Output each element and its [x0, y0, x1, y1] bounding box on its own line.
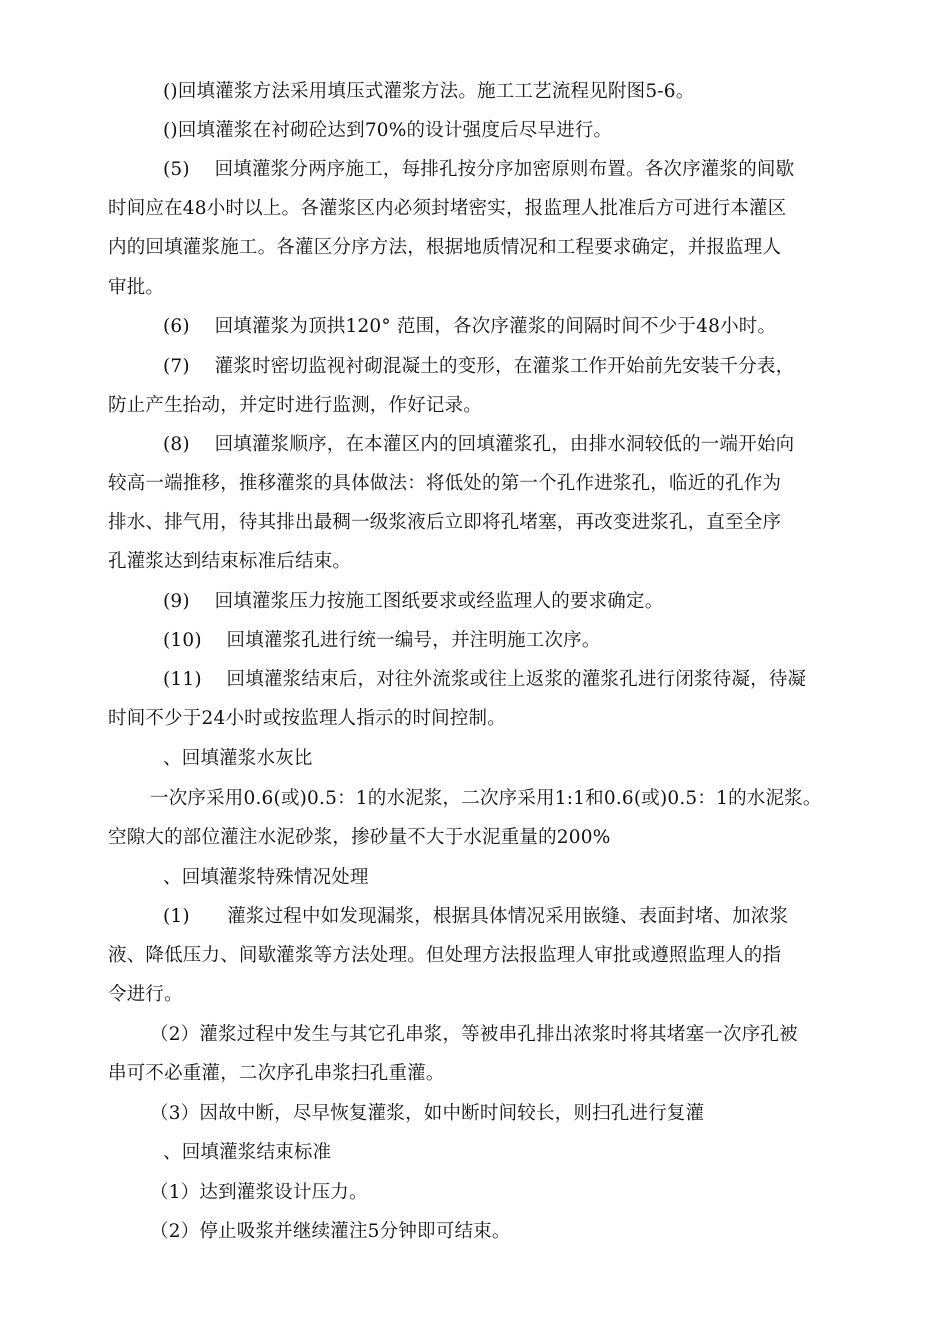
- text-line: ()回填灌浆在衬砌砼达到70%的设计强度后尽早进行。: [163, 120, 613, 141]
- text-line: (8) 回填灌浆顺序，在本灌区内的回填灌浆孔，由排水洞较低的一端开始向: [163, 434, 795, 455]
- text-line: 液、降低压力、间歇灌浆等方法处理。但处理方法报监理人审批或遵照监理人的指: [108, 945, 782, 966]
- text-line: ()回填灌浆方法采用填压式灌浆方法。施工工艺流程见附图5-6。: [163, 81, 695, 102]
- section-heading: 、回填灌浆结束标准: [163, 1142, 332, 1163]
- text-line: (11) 回填灌浆结束后，对往外流浆或往上返浆的灌浆孔进行闭浆待凝，待凝: [163, 669, 807, 690]
- text-line: （2）停止吸浆并继续灌注5分钟即可结束。: [150, 1221, 511, 1242]
- text-line: 一次序采用0.6(或)0.5：1的水泥浆，二次序采用1:1和0.6(或)0.5：1的水泥浆。: [150, 788, 822, 809]
- text-line: 时间应在48小时以上。各灌浆区内必须封堵密实，报监理人批准后方可进行本灌区: [108, 198, 787, 219]
- text-line: (6) 回填灌浆为顶拱120° 范围，各次序灌浆的间隔时间不少于48小时。: [163, 316, 777, 337]
- text-line: (10) 回填灌浆孔进行统一编号，并注明施工次序。: [163, 630, 601, 651]
- text-line: 孔灌浆达到结束标准后结束。: [108, 551, 352, 572]
- section-heading: 、回填灌浆水灰比: [163, 748, 313, 769]
- text-line: 串可不必重灌，二次序孔串浆扫孔重灌。: [108, 1063, 445, 1084]
- text-line: （3）因故中断，尽早恢复灌浆，如中断时间较长，则扫孔进行复灌: [150, 1103, 705, 1124]
- text-line: (7) 灌浆时密切监视衬砌混凝土的变形，在灌浆工作开始前先安装千分表，: [163, 356, 795, 377]
- text-line: (9) 回填灌浆压力按施工图纸要求或经监理人的要求确定。: [163, 591, 664, 612]
- text-line: 排水、排气用，待其排出最稠一级浆液后立即将孔堵塞，再改变进浆孔，直至全序: [108, 512, 782, 533]
- text-line: 审批。: [108, 277, 165, 298]
- text-line: (1) 灌浆过程中如发现漏浆，根据具体情况采用嵌缝、表面封堵、加浓浆: [163, 906, 789, 927]
- text-line: 空隙大的部位灌注水泥砂浆，掺砂量不大于水泥重量的200%: [108, 827, 611, 848]
- text-line: 防止产生抬动，并定时进行监测，作好记录。: [108, 395, 483, 416]
- text-line: 内的回填灌浆施工。各灌区分序方法，根据地质情况和工程要求确定，并报监理人: [108, 237, 782, 258]
- section-heading: 、回填灌浆特殊情况处理: [163, 867, 369, 888]
- text-line: (5) 回填灌浆分两序施工，每排孔按分序加密原则布置。各次序灌浆的间歇: [163, 159, 795, 180]
- text-line: （2）灌浆过程中发生与其它孔串浆，等被串孔排出浓浆时将其堵塞一次序孔被: [150, 1024, 798, 1045]
- text-line: 令进行。: [108, 984, 183, 1005]
- text-line: （1）达到灌浆设计压力。: [150, 1182, 368, 1203]
- text-line: 时间不少于24小时或按监理人指示的时间控制。: [108, 708, 506, 729]
- text-line: 较高一端推移，推移灌浆的具体做法：将低处的第一个孔作进浆孔，临近的孔作为: [108, 473, 782, 494]
